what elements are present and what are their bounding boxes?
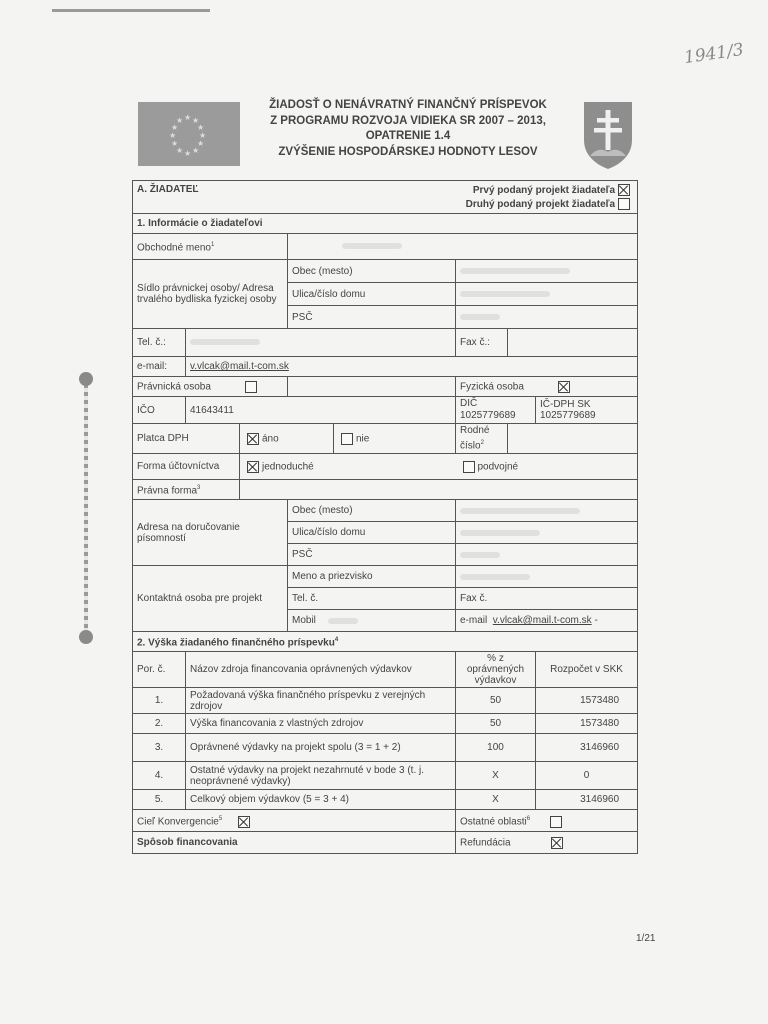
fax-value[interactable] <box>508 329 638 357</box>
legal-person-label: Právnická osoba <box>137 381 211 393</box>
delivery-zip-label: PSČ <box>288 544 456 566</box>
col-budget-header: Rozpočet v SKK <box>536 652 638 688</box>
financing-method-row <box>133 832 638 854</box>
seat-street-label: Ulica/číslo domu <box>288 283 456 306</box>
budget-row-pct[interactable]: X <box>456 790 536 810</box>
budget-row-no: 3. <box>133 734 186 762</box>
vat-yes-checkbox[interactable] <box>247 433 259 445</box>
seat-address-label: Sídlo právnickej osoby/ Adresa trvalého bydliska fyzickej osoby <box>133 260 288 329</box>
phone-fax-row <box>133 329 638 357</box>
fax-label: Fax č.: <box>456 329 508 357</box>
budget-row <box>133 714 638 734</box>
simple-accounting-label: jednoduché <box>262 461 314 473</box>
delivery-street-label: Ulica/číslo domu <box>288 522 456 544</box>
col-pct-header: % z oprávnených výdavkov <box>456 652 536 688</box>
footnote-4: 4 <box>334 637 339 644</box>
footnote-5: 5 <box>218 815 223 822</box>
vat-no-checkbox[interactable] <box>341 433 353 445</box>
business-name-value[interactable] <box>288 234 638 260</box>
contact-name-label: Meno a priezvisko <box>288 566 456 588</box>
phone-label: Tel. č.: <box>133 329 186 357</box>
budget-row-pct[interactable]: 50 <box>456 688 536 714</box>
contact-email-label: e-mail <box>460 615 488 627</box>
ico-dic-row <box>133 397 638 424</box>
dic-label: DIČ <box>460 398 478 409</box>
vat-yes-label: áno <box>262 433 279 445</box>
vat-payer-row <box>133 424 638 454</box>
birth-number-label: Rodné číslo <box>460 425 490 452</box>
legal-form-row <box>133 480 638 500</box>
seat-city-label: Obec (mesto) <box>288 260 456 283</box>
punch-hole-bottom <box>79 630 93 644</box>
accounting-form-row <box>133 454 638 480</box>
title-line-3: OPATRENIE 1.4 <box>365 130 451 142</box>
section-a-row <box>133 181 638 214</box>
budget-row-name: Požadovaná výška finančného príspevku z verejných zdrojov <box>186 688 456 714</box>
budget-row <box>133 762 638 790</box>
title-line-2: Z PROGRAMU ROZVOJA VIDIEKA SR 2007 – 2013, <box>270 114 546 127</box>
birth-number-value[interactable] <box>508 424 638 454</box>
seat-city-value[interactable] <box>456 260 638 283</box>
seat-zip-value[interactable] <box>456 306 638 329</box>
application-form-table <box>132 180 638 854</box>
budget-row-name: Oprávnené výdavky na projekt spolu (3 = 1 + 2) <box>186 734 456 762</box>
handwritten-annotation: 1941/3 <box>682 39 745 69</box>
simple-accounting-checkbox[interactable] <box>247 461 259 473</box>
contact-email-tail: - <box>594 615 598 627</box>
email-row <box>133 357 638 377</box>
budget-header-row <box>133 652 638 688</box>
other-areas-checkbox[interactable] <box>550 816 562 828</box>
email-link[interactable]: v.vlcak@mail.t-com.sk <box>190 361 289 372</box>
business-name-row <box>133 234 638 260</box>
section-1-title: 1. Informácie o žiadateľovi <box>133 214 638 234</box>
refund-label: Refundácia <box>460 837 511 849</box>
accounting-form-label: Forma účtovníctva <box>133 454 240 480</box>
budget-row <box>133 734 638 762</box>
vat-payer-label: Platca DPH <box>133 424 240 454</box>
slovak-coat-of-arms-logo <box>582 100 634 170</box>
col-source-header: Názov zdroja financovania oprávnených výdavkov <box>186 652 456 688</box>
phone-value[interactable] <box>186 329 456 357</box>
binding-cord <box>78 372 94 644</box>
convergence-row <box>133 810 638 832</box>
section-a-title: A. ŽIADATEĽ <box>137 184 199 195</box>
budget-row <box>133 688 638 714</box>
document-title <box>238 98 578 160</box>
title-line-1: ŽIADOSŤ O NENÁVRATNÝ FINANČNÝ PRÍSPEVOK <box>269 99 547 111</box>
icdph-value[interactable]: IČ-DPH SK 1025779689 <box>536 397 638 424</box>
footnote-1: 1 <box>210 241 215 248</box>
title-line-4: ZVÝŠENIE HOSPODÁRSKEJ HODNOTY LESOV <box>278 145 538 158</box>
legal-form-value[interactable] <box>240 480 638 500</box>
seat-street-value[interactable] <box>456 283 638 306</box>
convergence-goal-label: Cieľ Konvergencie <box>137 816 219 828</box>
natural-person-checkbox[interactable] <box>558 381 570 393</box>
email-label: e-mail: <box>133 357 186 377</box>
seat-zip-label: PSČ <box>288 306 456 329</box>
budget-row-amount[interactable]: 3146960 <box>536 790 638 810</box>
budget-row-pct[interactable]: 50 <box>456 714 536 734</box>
section-2-title: 2. Výška žiadaného finančného príspevku <box>137 637 335 649</box>
budget-row-amount[interactable]: 1573480 <box>536 688 638 714</box>
contact-mobile-label: Mobil <box>292 615 316 627</box>
budget-row-no: 2. <box>133 714 186 734</box>
ico-value[interactable]: 41643411 <box>186 397 456 424</box>
budget-row <box>133 790 638 810</box>
second-project-label: Druhý podaný projekt žiadateľa <box>465 199 616 210</box>
footnote-3: 3 <box>197 485 201 492</box>
vat-no-label: nie <box>356 433 370 445</box>
footnote-6: 6 <box>526 815 531 822</box>
ico-label: IČO <box>133 397 186 424</box>
convergence-goal-checkbox[interactable] <box>238 816 250 828</box>
delivery-zip-value[interactable] <box>456 544 638 566</box>
business-name-label: Obchodné meno <box>137 242 211 254</box>
punch-hole-top <box>79 372 93 386</box>
delivery-city-value[interactable] <box>456 500 638 522</box>
person-type-row <box>133 377 638 397</box>
delivery-street-value[interactable] <box>456 522 638 544</box>
cord-string <box>84 384 88 634</box>
budget-row-name: Ostatné výdavky na projekt nezahrnuté v bode 3 (t. j. neoprávnené výdavky) <box>186 762 456 790</box>
budget-row-pct[interactable]: X <box>456 762 536 790</box>
second-project-checkbox[interactable] <box>618 198 630 210</box>
refund-checkbox[interactable] <box>551 837 563 849</box>
budget-row-pct[interactable]: 100 <box>456 734 536 762</box>
legal-person-checkbox[interactable] <box>245 381 257 393</box>
scan-edge-line <box>52 9 210 12</box>
budget-row-amount[interactable]: 0 <box>536 762 638 790</box>
col-no-header: Por. č. <box>133 652 186 688</box>
budget-row-amount[interactable]: 3146960 <box>536 734 638 762</box>
budget-row-no: 4. <box>133 762 186 790</box>
first-project-checkbox[interactable] <box>618 184 630 196</box>
double-accounting-label: podvojné <box>477 461 519 473</box>
delivery-address-label: Adresa na doručovanie písomností <box>133 500 288 566</box>
page-number: 1/21 <box>636 933 656 944</box>
legal-form-label: Právna forma <box>137 485 198 497</box>
contact-email-link[interactable]: v.vlcak@mail.t-com.sk <box>492 615 592 627</box>
dic-value[interactable]: 1025779689 <box>460 410 516 421</box>
budget-row-no: 1. <box>133 688 186 714</box>
budget-row-name: Výška financovania z vlastných zdrojov <box>186 714 456 734</box>
footnote-2: 2 <box>480 440 484 446</box>
other-areas-label: Ostatné oblasti <box>460 816 527 828</box>
document-header <box>138 98 628 170</box>
budget-row-name: Celkový objem výdavkov (5 = 3 + 4) <box>186 790 456 810</box>
financing-method-label: Spôsob financovania <box>133 832 456 854</box>
contact-tel-label: Tel. č. <box>288 588 456 610</box>
contact-name-value[interactable] <box>456 566 638 588</box>
eu-flag-logo: ★ ★ ★ ★ ★ ★ ★ ★ ★ ★ ★ ★ <box>138 102 240 166</box>
contact-person-label: Kontaktná osoba pre projekt <box>133 566 288 632</box>
double-accounting-checkbox[interactable] <box>463 461 475 473</box>
first-project-label: Prvý podaný projekt žiadateľa <box>472 185 616 196</box>
budget-row-amount[interactable]: 1573480 <box>536 714 638 734</box>
natural-person-label: Fyzická osoba <box>460 381 524 393</box>
budget-row-no: 5. <box>133 790 186 810</box>
contact-fax-label: Fax č. <box>456 588 638 610</box>
delivery-city-label: Obec (mesto) <box>288 500 456 522</box>
